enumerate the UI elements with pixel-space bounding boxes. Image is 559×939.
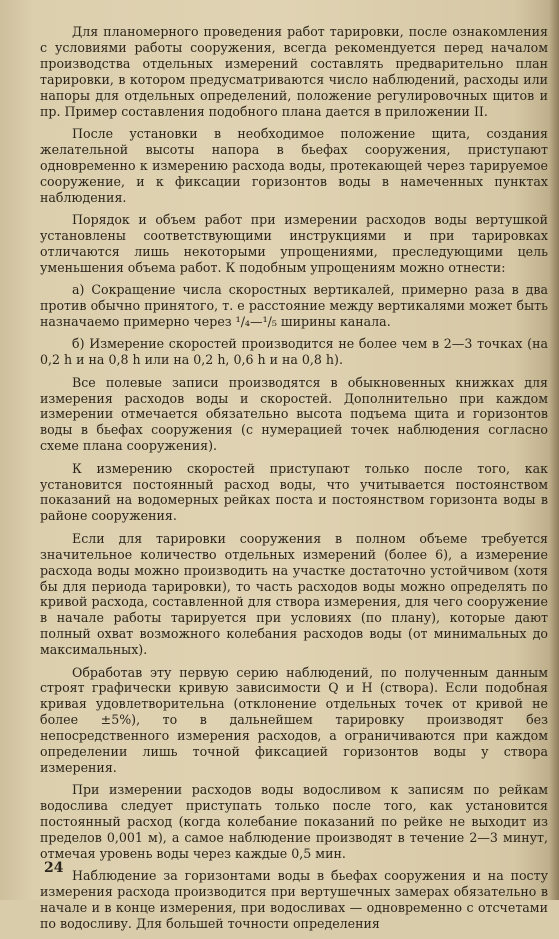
paragraph: Наблюдение за горизонтами воды в бьефах сооружения и на посту измерения расхода производится при вертушечных замерах обязательно в начале и в конце измерения, при водосливах — одновременно с отсчетами по водосливу. Для большей точности определения	[40, 868, 548, 932]
paragraph: Все полевые записи производятся в обыкновенных книжках для измерения расходов воды и скоростей. Дополнительно при каждом измерении отмечается обязательно высота подъема щита и горизонтов воды в бьефах сооружения (с нумерацией точек наблюдения согласно схеме плана сооружения).	[40, 374, 548, 454]
page-edge-shadow	[549, 0, 559, 900]
paragraph: Для планомерного проведения работ тарировки, после ознакомления с условиями работы сооружения, всегда рекомендуется перед началом производства отдельных измерений составлять предварительно план тарировки, в котором предусматриваются число наблюдений, расходы или напоры для отдельных определений, положение регулировочных щитов и пр. Пример составления подобного плана дается в приложении II.	[40, 24, 548, 119]
paragraph: б) Измерение скоростей производится не более чем в 2—3 точках (на 0,2 h и на 0,8 h или на 0,2 h, 0,6 h и на 0,8 h).	[40, 336, 548, 368]
page-number: 24	[44, 860, 64, 876]
paragraph: Если для тарировки сооружения в полном объеме требуется значительное количество отдельных измерений (более 6), а измерение расхода воды можно производить на участке достаточно устойчивом (хотя бы для периода тарировки), то часть расходов воды можно определять по кривой расхода, составленной для створа измерения, для чего сооружение в начале работы тарируется при условиях (по плану), которые дают полный охват возможного колебания расходов воды (от минимальных до максимальных).	[40, 530, 548, 658]
paragraph: При измерении расходов воды водосливом к записям по рейкам водослива следует приступать только после того, как установится постоянный расход (когда колебание показаний по рейке не выходит из пределов 0,001 м), а самое наблюдение производят в течение 2—3 минут, отмечая уровень воды через каждые 0,5 мин.	[40, 782, 548, 861]
paragraph: После установки в необходимое положение щита, создания желательной высоты напора в бьефах сооружения, приступают одновременно к измерению расхода воды, протекающей через тарируемое сооружение, и к фиксации горизонтов воды в намеченных пунктах наблюдения.	[40, 125, 548, 205]
paragraph: Обработав эту первую серию наблюдений, по полученным данным строят графически кривую зависимости Q и H (створа). Если подобная кривая удовлетворительна (отклонение отдельных точек от кривой не более ±5%), то в дальнейшем тарировку производят без непосредственного измерения расходов, а ограничиваются при каждом определении лишь точной фиксацией горизонтов воды у створа измерения.	[40, 664, 548, 775]
paragraph: а) Сокращение числа скоростных вертикалей, примерно раза в два против обычно принятого, т. е расстояние между вертикалями может быть назначаемо примерно через ¹/₄—¹/₅ ширины канала.	[40, 282, 548, 329]
page-text	[40, 24, 548, 939]
paragraph: К измерению скоростей приступают только после того, как установится постоянный расход воды, что учитывается постоянством показаний на водомерных рейках поста и постоянством горизонта воды в районе сооружения.	[40, 460, 548, 524]
paragraph: Порядок и объем работ при измерении расходов воды вертушкой установлены соответствующими инструкциями и при тарировках отличаются лишь некоторыми упрощениями, преследующими цель уменьшения объема работ. К подобным упрощениям можно отнести:	[40, 211, 548, 275]
